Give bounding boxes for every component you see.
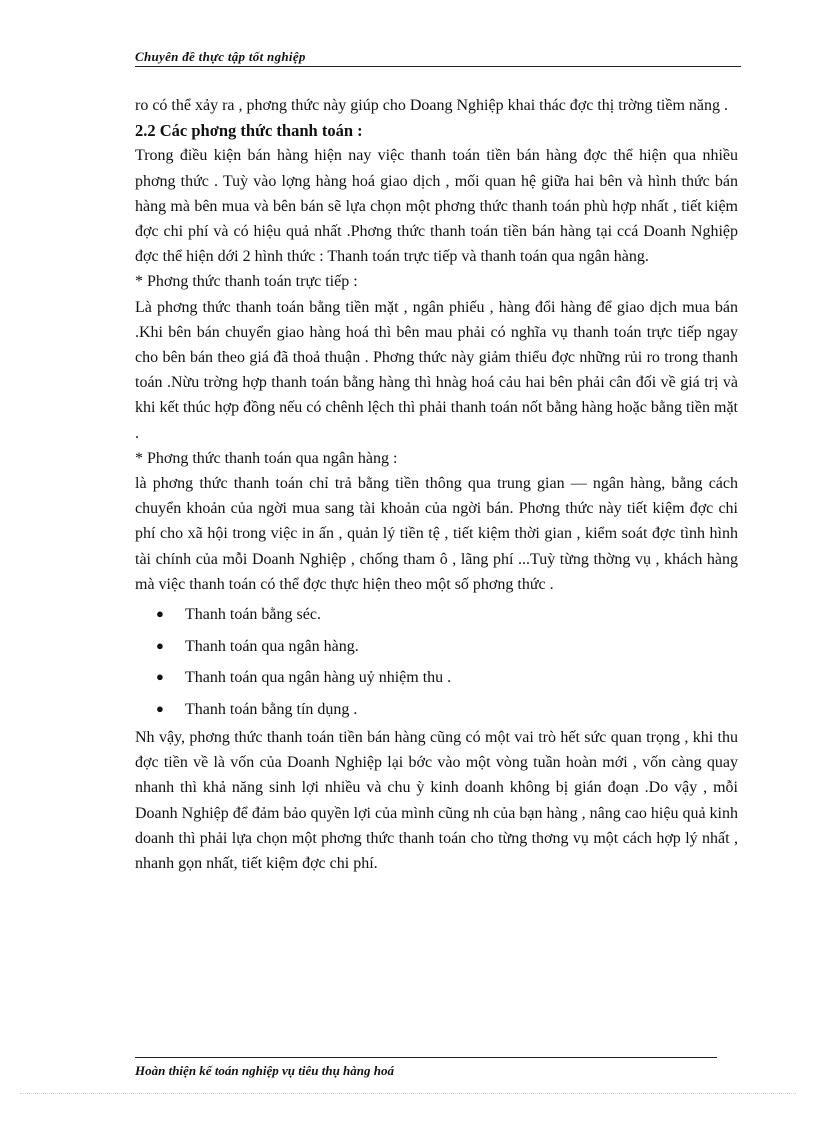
paragraph-intro: ro có thể xảy ra , phơng thức này giúp cho Doang Nghiệp khai thác đợc thị trờng tiềm năng . bbox=[135, 97, 729, 114]
footer-title: Hoàn thiện kế toán nghiệp vụ tiêu thụ hàng hoá bbox=[135, 1063, 394, 1078]
list-item: ● Thanh toán qua ngân hàng uỷ nhiệm thu . bbox=[135, 662, 738, 694]
page-header bbox=[135, 48, 741, 67]
subheading-bank-payment: * Phơng thức thanh toán qua ngân hàng : bbox=[135, 449, 398, 467]
header-title: Chuyên đề thực tập tốt nghiệp bbox=[135, 49, 306, 64]
paragraph-bank-payment: là phơng thức thanh toán chỉ trả bằng tiền thông qua trung gian — ngân hàng, bằng cách chuyển khoản của ngời mua sang tài khoản của ngời bán. Phơng thức này tiết kiệm đợc chi phí cho xã hội trong việc in ấn , quản lý tiền tệ , tiết kiệm thời gian , kiểm soát đợc tình hình tài chính của mỗi Doanh Nghiệp , chống tham ô , lãng phí ...Tuỳ từng thờng vụ , khách hàng mà việc thanh toán có thể đợc thực hiện theo một số phơng thức . bbox=[135, 475, 738, 593]
list-item: ● Thanh toán bằng séc. bbox=[135, 599, 738, 631]
paragraph-conclusion: Nh vậy, phơng thức thanh toán tiền bán hàng cũng có một vai trò hết sức quan trọng , khi thu đợc tiền về là vốn của Doanh Nghiệp lại bớc vào một vòng tuần hoàn mới , vốn càng quay nhanh thì khả năng sinh lợi nhiều và chu ỳ kinh doanh không bị gián đoạn .Do vậy , mỗi Doanh Nghiệp để đảm bảo quyền lợi của mình cũng nh của bạn hàng , nâng cao hiệu quả kinh doanh thì phải lựa chọn một phơng thức thanh toán cho từng thơng vụ một cách hợp lý nhất , nhanh gọn nhất, tiết kiệm đợc chi phí. bbox=[135, 729, 738, 873]
page-footer bbox=[135, 1057, 717, 1078]
list-item: ● Thanh toán bằng tín dụng . bbox=[135, 694, 738, 726]
subheading-direct-payment: * Phơng thức thanh toán trực tiếp : bbox=[135, 273, 358, 291]
page-bottom-divider bbox=[20, 1093, 796, 1094]
paragraph-payment-overview: Trong điều kiện bán hàng hiện nay việc thanh toán tiền bán hàng đợc thể hiện qua nhiều phơng thức . Tuỳ vào lợng hàng hoá giao dịch , mối quan hệ giữa hai bên và hình thức bán hàng mà bên mua và bên bán sẽ lựa chọn một phơng thức thanh toán phù hợp nhất , tiết kiệm đợc chi phí và có hiệu quả nhất .Phơng thức thanh toán tiền bán hàng tại ccá Doanh Nghiệp đợc thể hiện dới 2 hình thức : Thanh toán trực tiếp và thanh toán qua ngân hàng. bbox=[135, 147, 738, 266]
paragraph-direct-payment: Là phơng thức thanh toán bằng tiền mặt , ngân phiếu , hàng đổi hàng để giao dịch mua bán .Khi bên bán chuyển giao hàng hoá thì bên mau phải có nghĩa vụ thanh toán trực tiếp ngay cho bên bán theo giá đã thoả thuận . Phơng thức này giảm thiểu đợc những rủi ro trong thanh toán .Nừu trờng hợp thanh toán bằng hàng thì hnàg hoá cảu hai bên phải cân đối về giá trị và khi kết thúc hợp đồng nếu có chênh lệch thì phải thanh toán nốt bằng hàng hoặc bằng tiền mặt . bbox=[135, 298, 738, 442]
list-item: ● Thanh toán qua ngân hàng. bbox=[135, 631, 738, 663]
payment-methods-list bbox=[135, 599, 738, 725]
document-body bbox=[135, 93, 738, 876]
section-heading: 2.2 Các phơng thức thanh toán : bbox=[135, 121, 363, 141]
